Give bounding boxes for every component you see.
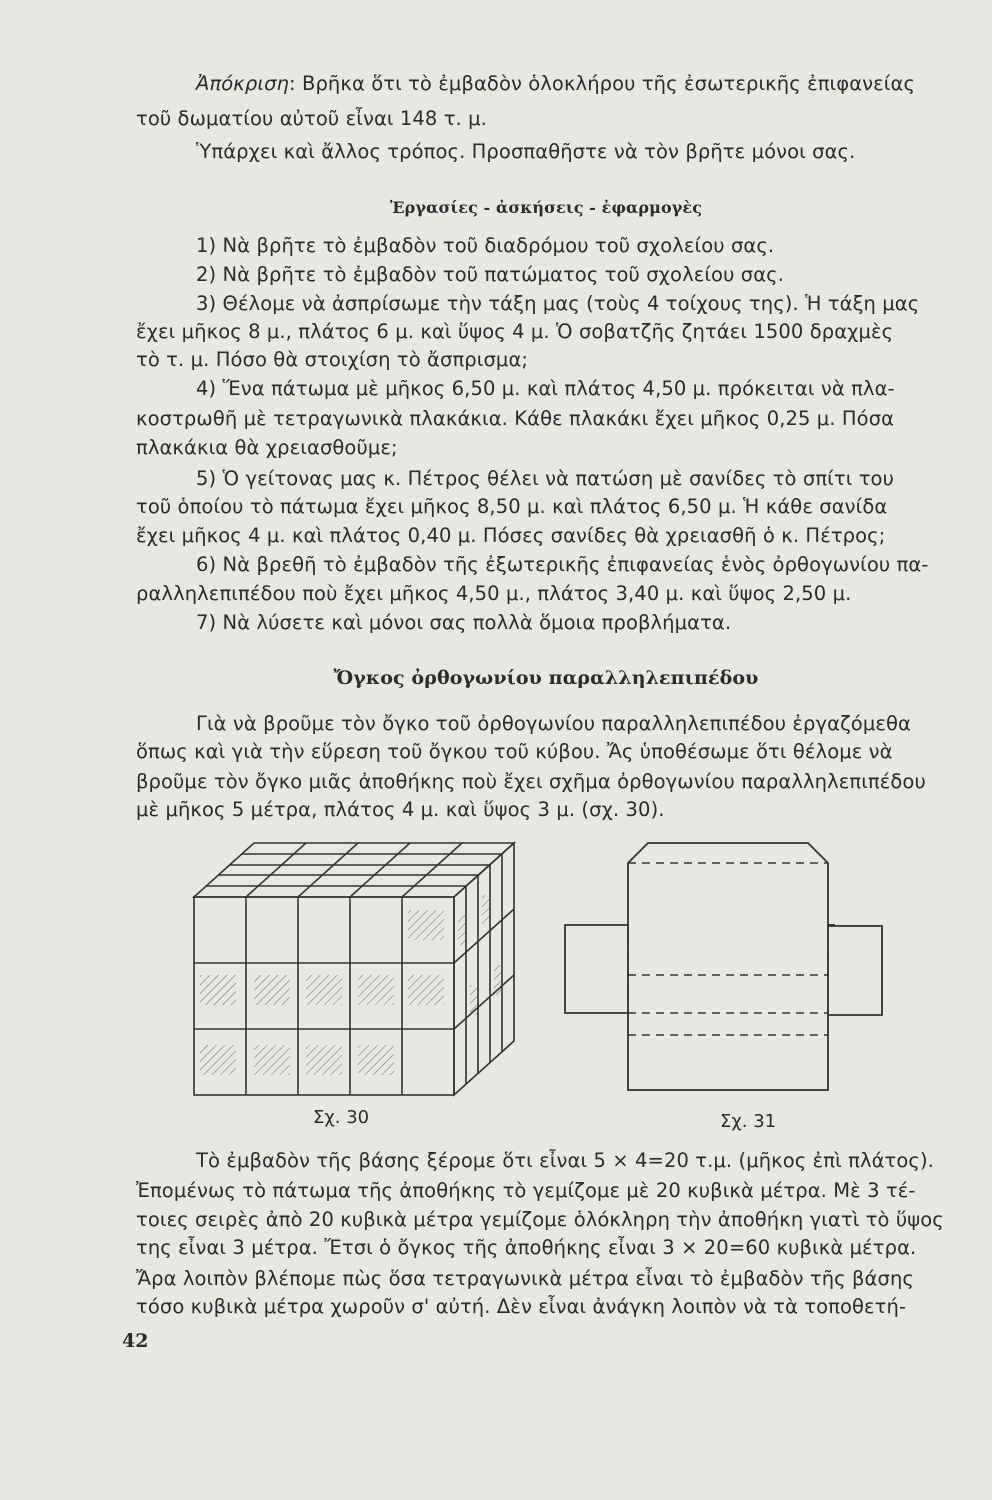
exercise-3-line-1: 3) Θέλομε νὰ ἀσπρίσωμε τὴν τάξη μας (τοὺς 4 τοίχους της). Ἡ τάξη μας [196, 292, 920, 315]
exercise-5-line-2: τοῦ ὁποίου τὸ πάτωμα ἔχει μῆκος 8,50 μ. καὶ πλάτος 6,50 μ. Ἡ κάθε σανίδα [136, 495, 888, 518]
exercise-5-line-3: ἔχει μῆκος 4 μ. καὶ πλάτος 0,40 μ. Πόσες σανίδες θὰ χρειασθῆ ὁ κ. Πέτρος; [136, 524, 886, 547]
answer-label: Ἀπόκριση [196, 72, 289, 95]
page-number: 42 [122, 1330, 149, 1352]
volume-heading: Ὄγκος ὀρθογωνίου παραλληλεπιπέδου [333, 667, 759, 689]
exercise-6-line-1: 6) Νὰ βρεθῆ τὸ ἐμβαδὸν τῆς ἐξωτερικῆς ἐπιφανείας ἑνὸς ὀρθογωνίου πα- [196, 553, 929, 576]
exercise-5-line-1: 5) Ὁ γείτονας μας κ. Πέτρος θέλει νὰ πατώση μὲ σανίδες τὸ σπίτι του [196, 467, 894, 490]
volume-p2-line-2: Ἐπομένως τὸ πάτωμα τῆς ἀποθήκης τὸ γεμίζομε μὲ 20 κυβικὰ μέτρα. Μὲ 3 τέ- [136, 1179, 916, 1202]
volume-p2-line-4: της εἶναι 3 μέτρα. Ἔτσι ὁ ὄγκος τῆς ἀποθήκης εἶναι 3 × 20=60 κυβικὰ μέτρα. [136, 1236, 917, 1259]
volume-p1-line-4: μὲ μῆκος 5 μέτρα, πλάτος 4 μ. καὶ ὕψος 3 μ. (σχ. 30). [136, 798, 665, 821]
figure-31-caption: Σχ. 31 [720, 1111, 777, 1132]
figure-31-right-flap [822, 920, 892, 1020]
exercise-3-line-2: ἔχει μῆκος 8 μ., πλάτος 6 μ. καὶ ὕψος 4 μ. Ὁ σοβατζῆς ζητάει 1500 δραχμὲς [136, 320, 894, 343]
volume-p1-line-3: βροῦμε τὸν ὄγκο μιᾶς ἀποθήκης ποὺ ἔχει σχῆμα ὀρθογωνίου παραλληλεπιπέδου [136, 770, 926, 793]
exercise-6-line-2: ραλληλεπιπέδου ποὺ ἔχει μῆκος 4,50 μ., πλάτος 3,40 μ. καὶ ὕψος 2,50 μ. [136, 582, 852, 605]
figure-31-box-net [555, 835, 835, 1115]
exercise-3-line-3: τὸ τ. μ. Πόσο θὰ στοιχίση τὸ ἄσπρισμα; [136, 348, 529, 371]
exercise-4-line-3: πλακάκια θὰ χρειασθοῦμε; [136, 436, 398, 459]
exercise-1: 1) Νὰ βρῆτε τὸ ἐμβαδὸν τοῦ διαδρόμου τοῦ σχολείου σας. [196, 234, 775, 257]
volume-p2-line-5: Ἄρα λοιπὸν βλέπομε πὼς ὅσα τετραγωνικὰ μέτρα εἶναι τὸ ἐμβαδὸν τῆς βάσης [136, 1267, 914, 1290]
volume-p2-line-3: τοιες σειρὲς ἀπὸ 20 κυβικὰ μέτρα γεμίζομε ὁλόκληρη τὴν ἀποθήκη γιατὶ τὸ ὕψος [136, 1208, 944, 1231]
figure-30-caption: Σχ. 30 [313, 1107, 370, 1128]
volume-p2-line-6: τόσο κυβικὰ μέτρα χωροῦν σ' αὐτή. Δὲν εἶναι ἀνάγκη λοιπὸν νὰ τὰ τοποθετή- [136, 1295, 907, 1318]
exercises-heading: Ἐργασίες - ἀσκήσεις - ἐφαρμογὲς [389, 198, 703, 217]
volume-p1-line-1: Γιὰ νὰ βροῦμε τὸν ὄγκο τοῦ ὀρθογωνίου παραλληλεπιπέδου ἐργαζόμεθα [196, 712, 911, 735]
exercise-4-line-1: 4) Ἕνα πάτωμα μὲ μῆκος 6,50 μ. καὶ πλάτος 4,50 μ. πρόκειται νὰ πλα- [196, 377, 895, 400]
exercise-2: 2) Νὰ βρῆτε τὸ ἐμβαδὸν τοῦ πατώματος τοῦ σχολείου σας. [196, 263, 785, 286]
figure-30-cube-box [180, 835, 520, 1105]
exercise-4-line-2: κοστρωθῆ μὲ τετραγωνικὰ πλακάκια. Κάθε πλακάκι ἔχει μῆκος 0,25 μ. Πόσα [136, 407, 895, 430]
volume-p1-line-2: ὅπως καὶ γιὰ τὴν εὕρεση τοῦ ὄγκου τοῦ κύβου. Ἄς ὑποθέσωμε ὅτι θέλομε νὰ [136, 740, 893, 763]
volume-p2-line-1: Τὸ ἐμβαδὸν τῆς βάσης ξέρομε ὅτι εἶναι 5 × 4=20 τ.μ. (μῆκος ἐπὶ πλάτος). [196, 1149, 934, 1172]
exercise-7: 7) Νὰ λύσετε καὶ μόνοι σας πολλὰ ὅμοια προβλήματα. [196, 611, 732, 634]
answer-line-3: Ὑπάρχει καὶ ἄλλος τρόπος. Προσπαθῆστε νὰ τὸν βρῆτε μόνοι σας. [196, 140, 856, 163]
answer-line-2: τοῦ δωματίου αὐτοῦ εἶναι 148 τ. μ. [136, 107, 487, 130]
answer-line-1: Ἀπόκριση: Βρῆκα ὅτι τὸ ἐμβαδὸν ὁλοκλήρου τῆς ἐσωτερικῆς ἐπιφανείας [196, 72, 915, 95]
